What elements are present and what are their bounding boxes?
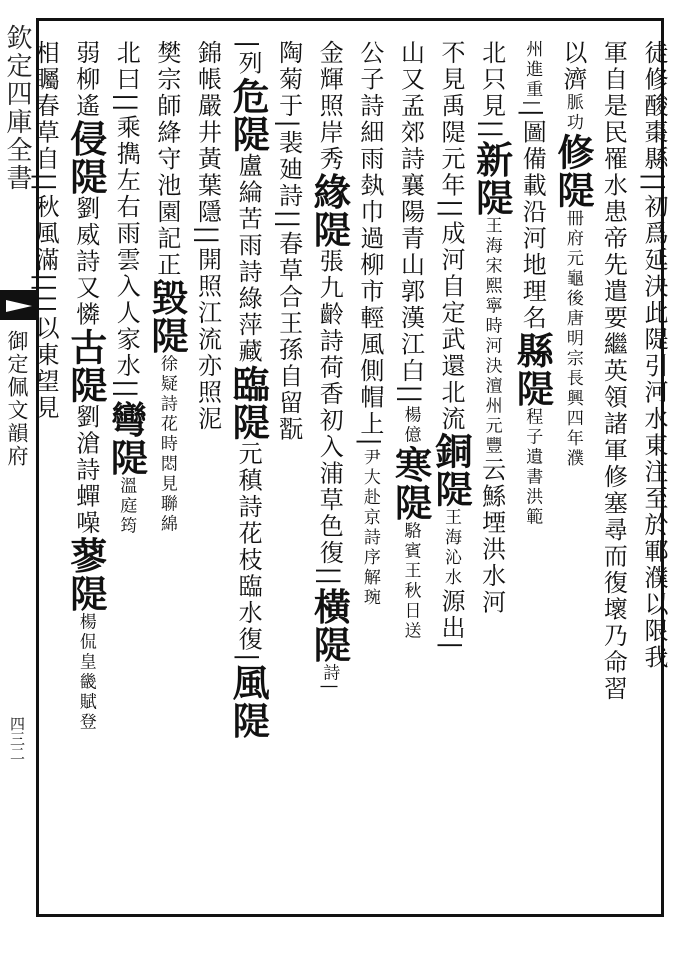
headword: 毀隄 xyxy=(144,278,189,355)
headword: 古隄 xyxy=(63,328,108,404)
body-segment: 公子詩細雨埶巾過柳市輕風側帽上| xyxy=(355,40,384,449)
body-segment: 盧綸苦雨詩綠萍藏 xyxy=(234,153,263,366)
body-segment: 雨雲入人家水|| xyxy=(112,220,141,401)
annotation-note: 王海沁水 xyxy=(441,508,462,589)
text-column xyxy=(390,40,431,902)
body-segment: 劉滄詩蟬噪 xyxy=(71,404,100,537)
body-segment: 弱柳遙 xyxy=(71,40,100,120)
body-segment: ||以東望見 xyxy=(31,294,60,422)
headword: 危隄 xyxy=(226,77,271,154)
annotation-note: 解琬 xyxy=(359,568,380,609)
book-title: 御定佩文韻府 xyxy=(5,330,29,468)
body-segment: 北只見|| xyxy=(477,40,506,141)
headword: 新隄 xyxy=(469,140,514,217)
annotation-note: 徐疑詩花時悶見聯綿 xyxy=(156,354,177,535)
body-segment: |開照江流亦照泥 xyxy=(193,236,222,433)
body-segment: 春草自|| xyxy=(31,93,60,194)
body-segment: 陶菊于| xyxy=(274,40,303,131)
text-column xyxy=(593,40,634,902)
text-column xyxy=(309,40,350,902)
headword: 緣隄 xyxy=(307,172,352,249)
page-number: 四三二 xyxy=(8,716,26,761)
headword: 蓼隄 xyxy=(63,536,108,613)
body-segment: 金輝照岸秀 xyxy=(315,40,344,173)
headword: 修隄 xyxy=(550,133,595,209)
text-column xyxy=(268,40,309,902)
text-column xyxy=(146,40,187,902)
body-segment: 劉威詩又憐 xyxy=(71,195,100,328)
annotation-note: 駱賓王秋日送 xyxy=(400,521,421,642)
text-column xyxy=(106,40,147,902)
text-body xyxy=(31,40,674,902)
annotation-note: 溫庭筠 xyxy=(116,476,137,537)
annotation-note: 州進重| xyxy=(522,40,543,109)
body-segment: 山又孟郊詩襄陽青山郭漢江白|| xyxy=(396,40,425,406)
headword: 臨隄 xyxy=(226,365,271,442)
annotation-note: 程子遺書洪範 xyxy=(522,407,543,528)
text-column xyxy=(471,40,512,902)
body-segment: 張九齡詩荷香初入浦草色復|| xyxy=(315,248,344,588)
headword: 彎隄 xyxy=(104,400,149,477)
annotation-note: 楊侃皇畿賦登 xyxy=(75,612,96,733)
body-segment: 以濟 xyxy=(558,40,587,93)
page-frame-bottom xyxy=(36,914,664,917)
body-segment: 軍自是民罹水患帝先遣要繼英領諸軍修塞尋而復壞乃命習 xyxy=(599,40,628,703)
headword: 寒隄 xyxy=(388,445,433,522)
text-column xyxy=(226,40,271,902)
body-segment: 秋風滿|| xyxy=(31,193,60,295)
body-segment: |列 xyxy=(234,40,263,78)
annotation-note: 楊億 xyxy=(400,405,421,446)
body-segment: 元年||成河自定武還北流 xyxy=(437,146,466,433)
text-column xyxy=(512,40,553,902)
headword: 橫隄 xyxy=(307,587,352,664)
annotation-note: 尹大赴京詩序 xyxy=(359,448,380,569)
body-segment: 不見禹隄 xyxy=(437,40,466,146)
text-column xyxy=(65,40,106,902)
body-segment: 源出| xyxy=(437,588,466,652)
body-segment: |圖備載沿河地理名 xyxy=(518,108,547,332)
page-frame-top xyxy=(36,18,664,21)
text-column xyxy=(25,40,66,902)
text-column xyxy=(552,40,593,902)
headword: 銅隄 xyxy=(429,432,474,509)
annotation-note: 王海宋熙寧時河決澶州元豐 xyxy=(481,216,502,457)
body-segment: 云鯀堙洪水河 xyxy=(477,456,506,616)
margin-header: 欽定四庫全書 xyxy=(2,24,32,192)
text-column xyxy=(429,40,474,902)
body-segment: 錦帳 xyxy=(193,40,222,93)
body-segment: 裴廸詩||春草合王孫自留翫 xyxy=(274,130,303,443)
annotation-note: 脈功 xyxy=(562,93,583,133)
headword: 侵隄 xyxy=(63,119,108,196)
text-column xyxy=(633,40,674,902)
annotation-note: 冊府元龜後唐明宗長興四年濮 xyxy=(562,209,583,469)
text-column xyxy=(187,40,228,902)
annotation-note: 詩| xyxy=(319,663,340,693)
headword: 風隄 xyxy=(226,663,271,740)
body-segment: 北曰||乘擕左右 xyxy=(112,40,141,221)
body-segment: 嚴井黃葉隱| xyxy=(193,93,222,237)
body-segment: 元稹詩花枝臨水復| xyxy=(234,441,263,664)
headword: 縣隄 xyxy=(510,331,555,408)
body-segment: 徒修酸棗縣||初爲延決此隄引河水東注至於鄆濮以限我 xyxy=(640,40,668,671)
body-segment: 樊宗師絳守池園記正 xyxy=(152,40,181,279)
body-segment: 相矚 xyxy=(31,40,60,93)
text-column xyxy=(349,40,390,902)
